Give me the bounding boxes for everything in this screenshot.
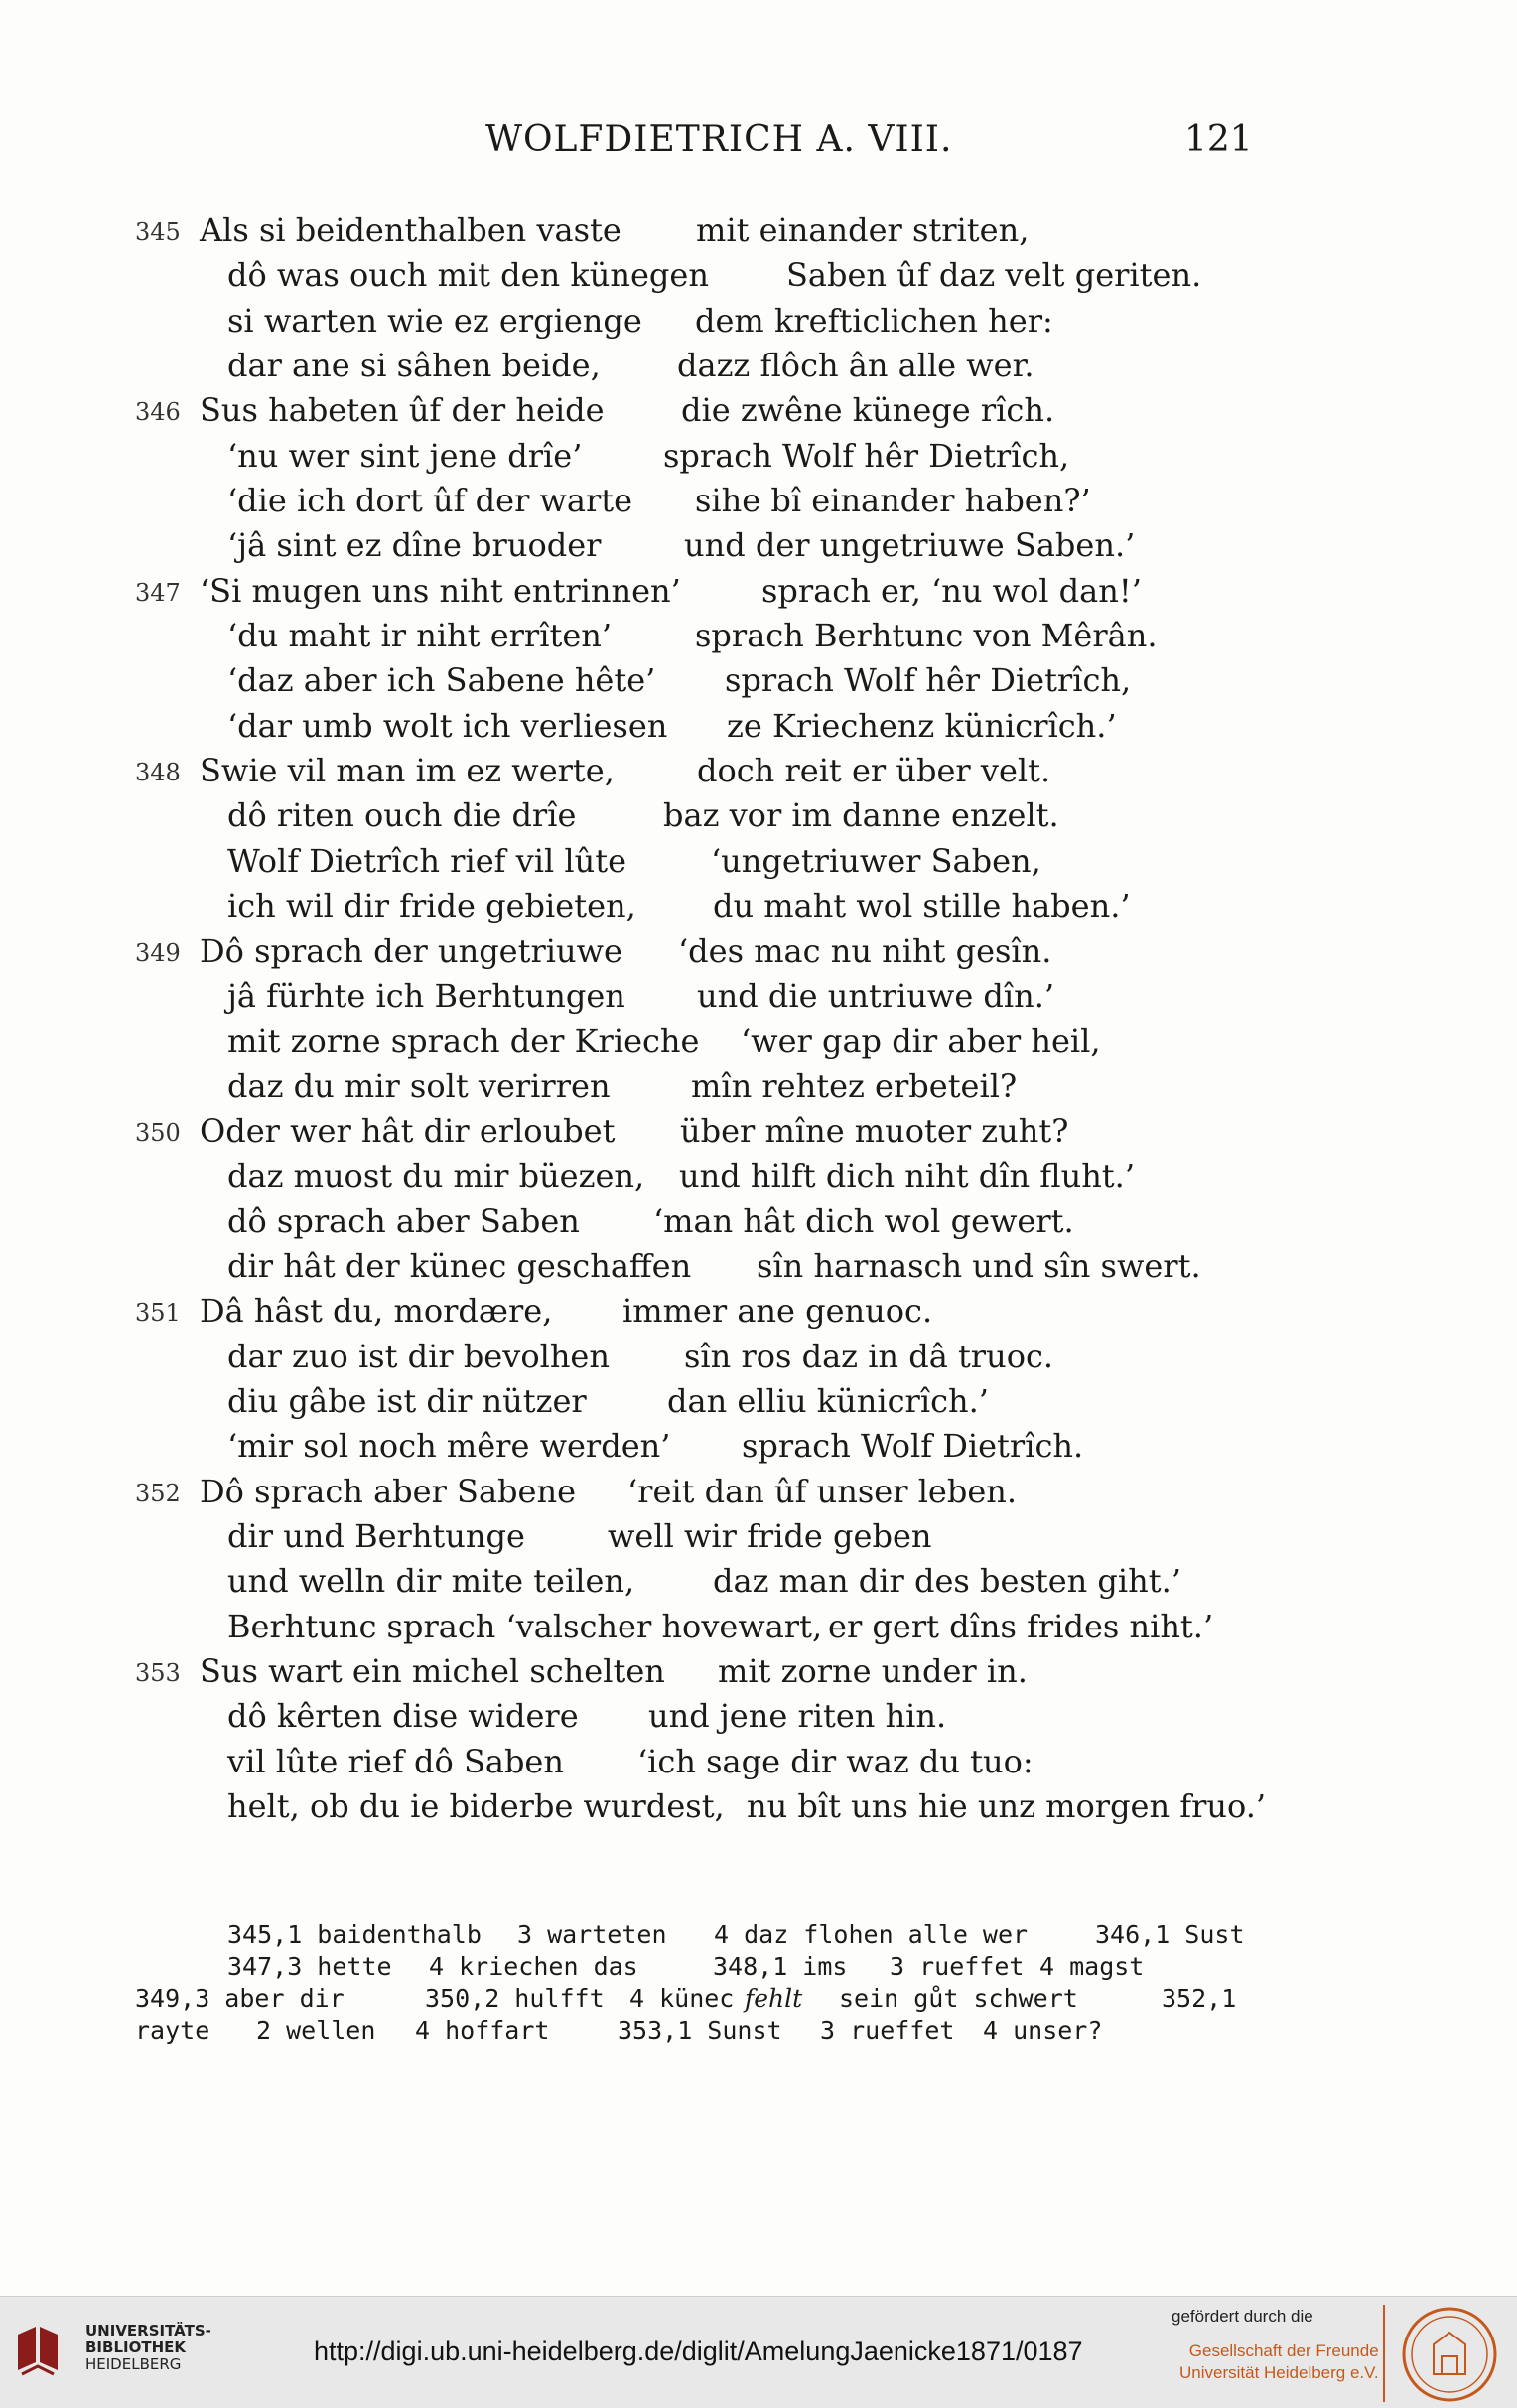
verse-line — [0, 253, 1517, 298]
verse-line — [0, 1740, 1517, 1784]
verse-half-line-a: dô kêrten dise widere — [227, 1697, 579, 1736]
verse-line — [0, 479, 1517, 523]
verse-line — [0, 1019, 1517, 1063]
verse-line — [0, 929, 1517, 974]
verse-line — [0, 434, 1517, 479]
verse-line — [0, 569, 1517, 614]
footnotes — [0, 1919, 1517, 2047]
verse-line — [0, 1379, 1517, 1424]
verse-half-line-a: ‘mir sol noch mêre werden’ — [227, 1427, 671, 1466]
footnote-entry: rayte — [135, 2016, 210, 2045]
verse-line — [0, 658, 1517, 703]
verse-half-line-b: über mîne muoter zuht? — [680, 1111, 1069, 1150]
viewer-footer — [0, 2296, 1517, 2408]
footnote-entry: 2 wellen — [256, 2016, 376, 2045]
verse-half-line-a: und welln dir mite teilen, — [227, 1562, 635, 1601]
verse-half-line-b: sprach Berhtunc von Mêrân. — [695, 617, 1158, 655]
verse-half-line-a: ich wil dir fride gebieten, — [227, 887, 636, 925]
verse-half-line-b: ‘reit dan ûf unser leben. — [627, 1472, 1018, 1510]
verse-line — [0, 839, 1517, 884]
stanza-number: 349 — [135, 938, 181, 967]
verse-half-line-a: dir und Berhtunge — [227, 1516, 525, 1555]
footnote-entry: 350,2 hulfft — [425, 1984, 605, 2013]
verse-half-line-b: sîn harnasch und sîn swert. — [757, 1246, 1201, 1285]
verse-half-line-a: Dô sprach aber Sabene — [200, 1472, 577, 1510]
verse-half-line-b: dem krefticlichen her: — [695, 301, 1053, 340]
verse-half-line-b: ze Kriechenz künicrîch.’ — [727, 706, 1117, 745]
verse-line — [0, 1244, 1517, 1289]
footnote-entry: 4 künec — [629, 1984, 735, 2013]
stanza-number: 348 — [135, 759, 181, 787]
verse-half-line-a: ‘die ich dort ûf der warte — [227, 482, 633, 520]
verse-half-line-a: diu gâbe ist dir nützer — [227, 1381, 587, 1420]
footnote-entry: 4 unser? — [983, 2016, 1103, 2045]
page-header — [0, 119, 1517, 169]
stanza-number: 345 — [135, 218, 181, 246]
verse-half-line-b: ‘ungetriuwer Saben, — [711, 841, 1041, 880]
verse-half-line-a: mit zorne sprach der Krieche — [227, 1022, 700, 1061]
verse-half-line-a: Sus habeten ûf der heide — [200, 391, 605, 430]
verse-half-line-a: Oder wer hât dir erloubet — [200, 1111, 616, 1150]
sponsor-label: gefördert durch die — [1172, 2307, 1313, 2326]
verse-half-line-b: daz man dir des besten giht.’ — [713, 1562, 1181, 1601]
verse-half-line-a: ‘nu wer sint jene drîe’ — [227, 436, 583, 475]
verse-half-line-b: und jene riten hin. — [648, 1697, 947, 1736]
permalink[interactable]: http://digi.ub.uni-heidelberg.de/diglit/AmelungJaenicke1871/0187 — [314, 2337, 1083, 2366]
stanza-number: 346 — [135, 398, 181, 427]
stanza-number: 351 — [135, 1299, 181, 1328]
footnote-line — [0, 1983, 1517, 2015]
footnote-entry: 347,3 hette — [227, 1952, 392, 1981]
library-name: UNIVERSITÄTS- BIBLIOTHEK HEIDELBERG — [85, 2322, 211, 2373]
verse-half-line-b: und die untriuwe dîn.’ — [697, 976, 1055, 1015]
footnote-line — [0, 2015, 1517, 2047]
verse-half-line-b: mit zorne under in. — [718, 1652, 1028, 1690]
verse-half-line-b: dan elliu künicrîch.’ — [667, 1381, 989, 1420]
verse-half-line-a: ‘du maht ir niht errîten’ — [227, 617, 613, 655]
verse-half-line-a: Dâ hâst du, mordære, — [200, 1292, 553, 1331]
running-title: WOLFDIETRICH A. VIII. — [485, 119, 953, 160]
verse-half-line-b: ‘des mac nu niht gesîn. — [678, 931, 1052, 970]
verse-half-line-b: mit einander striten, — [696, 212, 1030, 249]
verse-half-line-a: Swie vil man im ez werte, — [200, 752, 615, 790]
verse-line — [0, 1335, 1517, 1379]
verse-half-line-b: sprach Wolf hêr Dietrîch, — [663, 436, 1070, 475]
verse-line — [0, 614, 1517, 658]
verse-line — [0, 1784, 1517, 1829]
verse-line — [0, 1064, 1517, 1109]
verse-half-line-b: Saben ûf daz velt geriten. — [786, 256, 1202, 295]
verse-half-line-b: sprach er, ‘nu wol dan!’ — [761, 571, 1142, 610]
verse-half-line-a: Wolf Dietrîch rief vil lûte — [227, 841, 626, 880]
verse-half-line-a: daz du mir solt verirren — [227, 1066, 611, 1105]
verse-half-line-a: ‘jâ sint ez dîne bruoder — [227, 526, 602, 565]
verse-text — [0, 209, 1517, 1829]
verse-half-line-a: si warten wie ez ergienge — [227, 301, 642, 340]
footnote-entry: 4 kriechen das — [429, 1952, 638, 1981]
verse-line — [0, 884, 1517, 928]
verse-half-line-a: Als si beidenthalben vaste — [200, 212, 621, 249]
verse-half-line-b: baz vor im danne enzelt. — [663, 796, 1059, 835]
footnote-entry: 4 daz flohen alle wer — [714, 1920, 1029, 1949]
verse-half-line-b: und der ungetriuwe Saben.’ — [684, 526, 1136, 565]
sponsor-name: Gesellschaft der Freunde Universität Heidelberg e.V. — [1179, 2341, 1379, 2382]
university-seal-icon — [1398, 2305, 1501, 2404]
verse-half-line-a: Dô sprach der ungetriuwe — [200, 931, 622, 970]
footnote-entry: 346,1 Sust — [1095, 1920, 1245, 1949]
verse-half-line-a: Sus wart ein michel schelten — [200, 1652, 665, 1690]
verse-line — [0, 793, 1517, 838]
verse-half-line-b: die zwêne künege rîch. — [681, 391, 1055, 430]
sponsor-divider — [1383, 2305, 1385, 2402]
verse-line — [0, 1694, 1517, 1739]
stanza-number: 347 — [135, 578, 181, 607]
verse-line — [0, 1200, 1517, 1244]
footnote-entry: 348,1 ims — [713, 1952, 848, 1981]
footnote-line — [0, 1951, 1517, 1983]
verse-half-line-a: helt, ob du ie biderbe wurdest, — [227, 1787, 725, 1826]
verse-half-line-a: ‘dar umb wolt ich verliesen — [227, 706, 668, 745]
verse-half-line-a: dô riten ouch die drîe — [227, 796, 577, 835]
footnote-entry: 4 hoffart — [415, 2016, 550, 2045]
verse-line — [0, 1559, 1517, 1604]
stanza-number: 350 — [135, 1118, 181, 1147]
stanza-number: 353 — [135, 1659, 181, 1687]
verse-half-line-a: dar ane si sâhen beide, — [227, 347, 601, 385]
verse-half-line-b: sprach Wolf Dietrîch. — [742, 1427, 1084, 1466]
footnote-entry: 4 magst — [1039, 1952, 1145, 1981]
verse-line — [0, 1154, 1517, 1199]
footnote-entry: 3 rueffet — [890, 1952, 1025, 1981]
verse-half-line-b: dazz flôch ân alle wer. — [677, 347, 1034, 385]
verse-half-line-b: immer ane genuoc. — [622, 1292, 933, 1331]
verse-half-line-b: ‘man hât dich wol gewert. — [653, 1202, 1074, 1240]
verse-half-line-b: sihe bî einander haben?’ — [695, 482, 1091, 520]
verse-line — [0, 1649, 1517, 1694]
verse-line — [0, 523, 1517, 568]
verse-line — [0, 299, 1517, 344]
verse-line — [0, 704, 1517, 749]
verse-half-line-a: ‘daz aber ich Sabene hête’ — [227, 661, 656, 700]
stanza-number: 352 — [135, 1479, 181, 1507]
verse-half-line-b: ‘ich sage dir waz du tuo: — [637, 1742, 1034, 1780]
verse-half-line-a: dô was ouch mit den künegen — [227, 256, 709, 295]
verse-half-line-a: vil lûte rief dô Saben — [227, 1742, 564, 1780]
verse-half-line-b: er gert dîns frides niht.’ — [828, 1607, 1214, 1645]
verse-line — [0, 749, 1517, 793]
footnote-entry-italic: fehlt — [745, 1984, 803, 2013]
verse-line — [0, 344, 1517, 388]
verse-half-line-b: nu bît uns hie unz morgen fruo.’ — [747, 1787, 1267, 1826]
verse-half-line-b: doch reit er über velt. — [697, 752, 1051, 790]
verse-half-line-a: daz muost du mir büezen, — [227, 1157, 645, 1196]
verse-line — [0, 1470, 1517, 1514]
verse-half-line-b: sprach Wolf hêr Dietrîch, — [725, 661, 1132, 700]
verse-half-line-b: sîn ros daz in dâ truoc. — [684, 1337, 1054, 1375]
library-logo-icon — [10, 2321, 68, 2378]
verse-half-line-a: Berhtunc sprach ‘valscher hovewart, — [227, 1607, 823, 1645]
verse-line — [0, 1424, 1517, 1469]
footnote-entry: 345,1 baidenthalb — [227, 1920, 482, 1949]
page-number: 121 — [1184, 119, 1253, 160]
verse-half-line-b: ‘wer gap dir aber heil, — [741, 1022, 1101, 1061]
verse-line — [0, 974, 1517, 1019]
footnote-entry: 353,1 Sunst — [618, 2016, 782, 2045]
footnote-entry: 352,1 — [1162, 1984, 1237, 2013]
verse-half-line-a: dar zuo ist dir bevolhen — [227, 1337, 610, 1375]
footnote-line — [0, 1919, 1517, 1951]
verse-half-line-a: jâ fürhte ich Berhtungen — [227, 976, 625, 1015]
footnote-entry: 3 warteten — [517, 1920, 667, 1949]
verse-half-line-b: mîn rehtez erbeteil? — [691, 1066, 1018, 1105]
verse-half-line-a: dir hât der künec geschaffen — [227, 1246, 692, 1285]
verse-half-line-b: du maht wol stille haben.’ — [713, 887, 1131, 925]
verse-line — [0, 388, 1517, 433]
verse-line — [0, 1514, 1517, 1559]
footnote-entry: 349,3 aber dir — [135, 1984, 345, 2013]
verse-line — [0, 209, 1517, 253]
verse-half-line-a: dô sprach aber Saben — [227, 1202, 580, 1240]
verse-line — [0, 1605, 1517, 1649]
verse-line — [0, 1109, 1517, 1154]
footnote-entry: 3 rueffet — [820, 2016, 955, 2045]
verse-line — [0, 1289, 1517, 1334]
footnote-entry: sein gůt schwert — [839, 1984, 1078, 2013]
verse-half-line-b: well wir fride geben — [608, 1516, 932, 1555]
verse-half-line-a: ‘Si mugen uns niht entrinnen’ — [200, 571, 681, 610]
verse-half-line-b: und hilft dich niht dîn fluht.’ — [679, 1157, 1135, 1196]
